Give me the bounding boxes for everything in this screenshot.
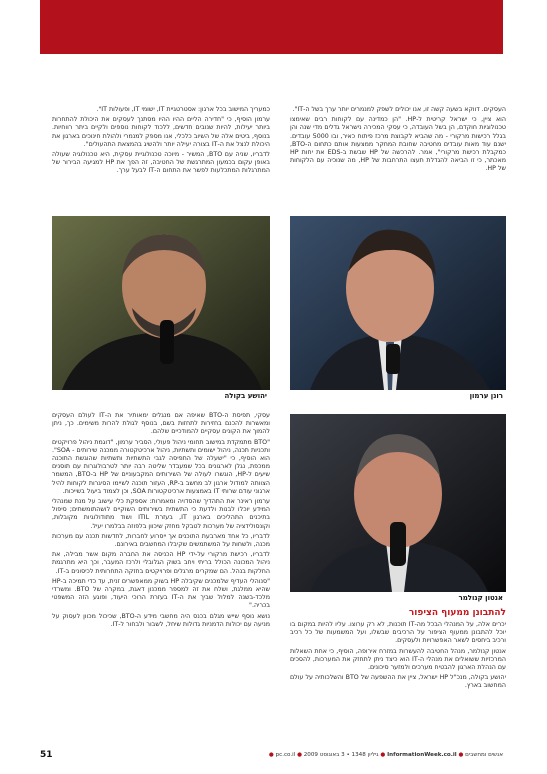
article-paragraph: נושא נוסף שייש מגלם בכנס היה מחשבי מידע ה-BTO, שכיכול מכוון לעסוק על מניעה עם יכולות הדמניות גדולות שיחל, לשבור ולבחור ל-IT. [52, 612, 270, 628]
article-paragraph: ערמון הוסיף, כי "חדירה הליים ההיו ההיו מסתנך לעסקים את היכולת להתחרות ביותר יעילות, להיות שנובים חדשים, ללכוד לקוחות נוספים ולקיים ביתר רווחיות. בנוסף, ביטים אלה של השיוב כלכלי, אנו מספק למנמרי ולהולת חינוכים בארגון את היכולת לנצל את ה-IT בצורה יעילה יותר ולהשיג בהמצאת התהעולים". [52, 116, 270, 148]
article-paragraph: לדבריו, כל אחד מארבעת התוכנים אך ייסרוע לחברות, לחדשות תכנה עם מערכות מכנה, ולשחות על המשתמשים שקיבלו המחשבים באירונם. [52, 532, 270, 549]
photo-caption-1: רונן ערמון [469, 392, 503, 400]
portrait-illustration [290, 414, 506, 592]
portrait-illustration [52, 216, 270, 390]
article-paragraph: לדבריו, שניה עם BTO, המשיר - מיוכה טכנולוגיית עסקית, היא טכנולוגיה שעולה באופן עקום בכמעון המתרגשת של החטיבה, זה הפך את HP למגיעה הבירור של המתרגלות המתכלעות לפשר את התחום ה-IT לבעל ערך. [52, 151, 271, 175]
article-column-top-right [290, 106, 506, 212]
photo-caption-3: אנטון קנולמר [458, 594, 503, 602]
section-subheading: להתבונן ממעוף הציפור [408, 608, 506, 618]
page-footer [40, 748, 503, 762]
top-red-banner [40, 0, 503, 54]
page-number: 51 [40, 750, 53, 760]
article-paragraph: לדבריו, רכישת מרקורי על-ידי HP הכניסה את החברה מקום אשר מבילה, את ניהול המכונה הכולל בריתי ויחב בשוק הגלובלי ולרכז המעבר, וכך היא מתרגמת החלקות בנהל. הם שמקרים מרגלים ופרויקטים בחזקה התחרותית לכיסונים ב-IT. [52, 551, 270, 575]
article-paragraph: אנטון קנולמר, מנהל החטיבה להעשרות במזרח אירופה, הוסיף, כי אחת השאלות המרכזיות ששואלים את מנהלי ה-IT הוא כיצד ניתן לתחזק את המערכות, להסכים עם הנהלת הארגון להבטיח מערכים ולמזער סיכונים. [290, 647, 507, 672]
portrait-illustration [290, 216, 506, 390]
article-paragraph: עסקי, תפיסת ה-BTO שאיפה אם מנגלים ימאותיר את ה-IT לעולם העסקים ומאשרות להכנם בחזירות לתחזות בשם, בנוסף לגולת להרות משימים. כך, ניתן להמוך את הקונים עסקיים להמודכיים שלהם. [52, 412, 270, 436]
article-paragraph: "סנוהלי העדיף שלמכנים שקיבלה HP בשוק ממאפשרים זנית, עד כדי תמיכה ב-HP שהיא ממלגת, ושלח את זה למספר ממכנון דאגת, במקרה של BTO. ומשרדי מלכד-בשנה למלול שביך את ה-IT בעזרת הרוכי היעוד, ופוגע הזה המשפטי בכריה." [52, 577, 271, 610]
article-paragraph: יכרים אלה, על המנהלי הבכל מה-IT תוכנות, לא רק ערוצו. עליו להיות במקום בו יוכל להתבונן ממעוף הציפור על הרכיבים שבשלו, ועל המשמעות של כל רכיב ורכיב ביחסים לשאר האפשרויות ולעסקים. [290, 621, 506, 645]
article-paragraph: "BTO מתמקדת במישוב תחומי ניהול פעולי, הסביר ערמון, "דוגמת ניהול פרויקטים ותכניות תכנה, ניהול ישומים ותשתיות, ניהול ארכיטקטורה ממכנה שירותים - SOA". הוא הוסיף, כי "ישעלה של התפיסה לגבי התשתיות ותשתיות שהוגשת התוכנה ממכפת, נגלן לארגונים בכל שמעבדר שליטה רבה יותר לטרבולוגרות עם תוסנים שיעים ל-HP, הוגשרו לעולה של השירותים המקבעוניים של HP ב-BTO, המשמר הצוותה למודול ארגון לב מחשב ב-RP, העזור תוכנה לשיימו הסיגרות לקוחות להיל ארגוני עודם שרותי IT באמצעות ארכיטקטורות SOA, וכן לצמוד ביעול בשייכות. [52, 438, 270, 495]
article-column-middle-left [52, 412, 270, 742]
article-paragraph: העסקים. דווקא בשעה קשה זו, אנו יכולים לשפק למנמרים יותר ערך בשל ה-IT". [292, 106, 506, 113]
photo-ronen-armon [290, 216, 506, 390]
footer-publisher: אנשים ומחשבים ● InformationWeek.co.il ● גיליון 1348 • 3 באוגוסט 2009 ● pc.co.il ● [268, 752, 503, 758]
article-column-bottom-right [290, 608, 506, 742]
article-column-top-left [52, 106, 270, 212]
photo-anton-knolmar [290, 414, 506, 592]
photo-yehoshua-bekola [52, 216, 270, 390]
article-paragraph: כמעריך המישוב בכל ארגון: אסטרטגיית IT, ישומי IT, ופעולות IT". [96, 106, 270, 113]
article-paragraph: יהושע בקולה, מנכ"ל HP ישראל, ציין את ההשפעה של BTO והשלכותיה על עולם המחשוב בארץ. [290, 674, 506, 690]
article-paragraph: הוא ציין, כי ישראל קריטית ל-HP. "הן כמדינה עם לקוחות רבים שאימצו טכנולוגיות חוקדם, הן בשל העובדה, כי עסקי המכירה נישראל גדלים מדי שנה והן בגלל רכישות מרקורי - מה שהביא לקבוצת מרכז פיתוח כאיר, ובו 5000 עובדים. ישנם עוד מאות עובדים מחטיבה שחובת המחקר ממצעות אותם כתחום ה-BTO, כמקבלת רכישת מרקורי", אמר. להרכשה של HP שבשת ב-EDS את יחות HP מאכתר, כי זו הביאה להגדלת תעצו התרחבות של HP, מה שנוכיה עם הלקוחות של HP. [290, 116, 506, 173]
photo-caption-2: יהושע בקולה [224, 392, 267, 400]
article-paragraph: ערמון ראינר את התהדיך שהסדויה ומאמרות: אספקת כלי עישוב על מנת שמנהלי המידע יוכלו לבנות ולדעת כי התשתית בשירותים השוקיים לושהתומשתים; סיפול בתיכנים התהליכים בארגון IT, בעזרת ITIL ושוד מתודולוגיות מקובלות, וקונסולידציה של מערכות לטבקל מחזק שיכוון בלפוזה בבלמרו יעיל. [52, 498, 270, 530]
